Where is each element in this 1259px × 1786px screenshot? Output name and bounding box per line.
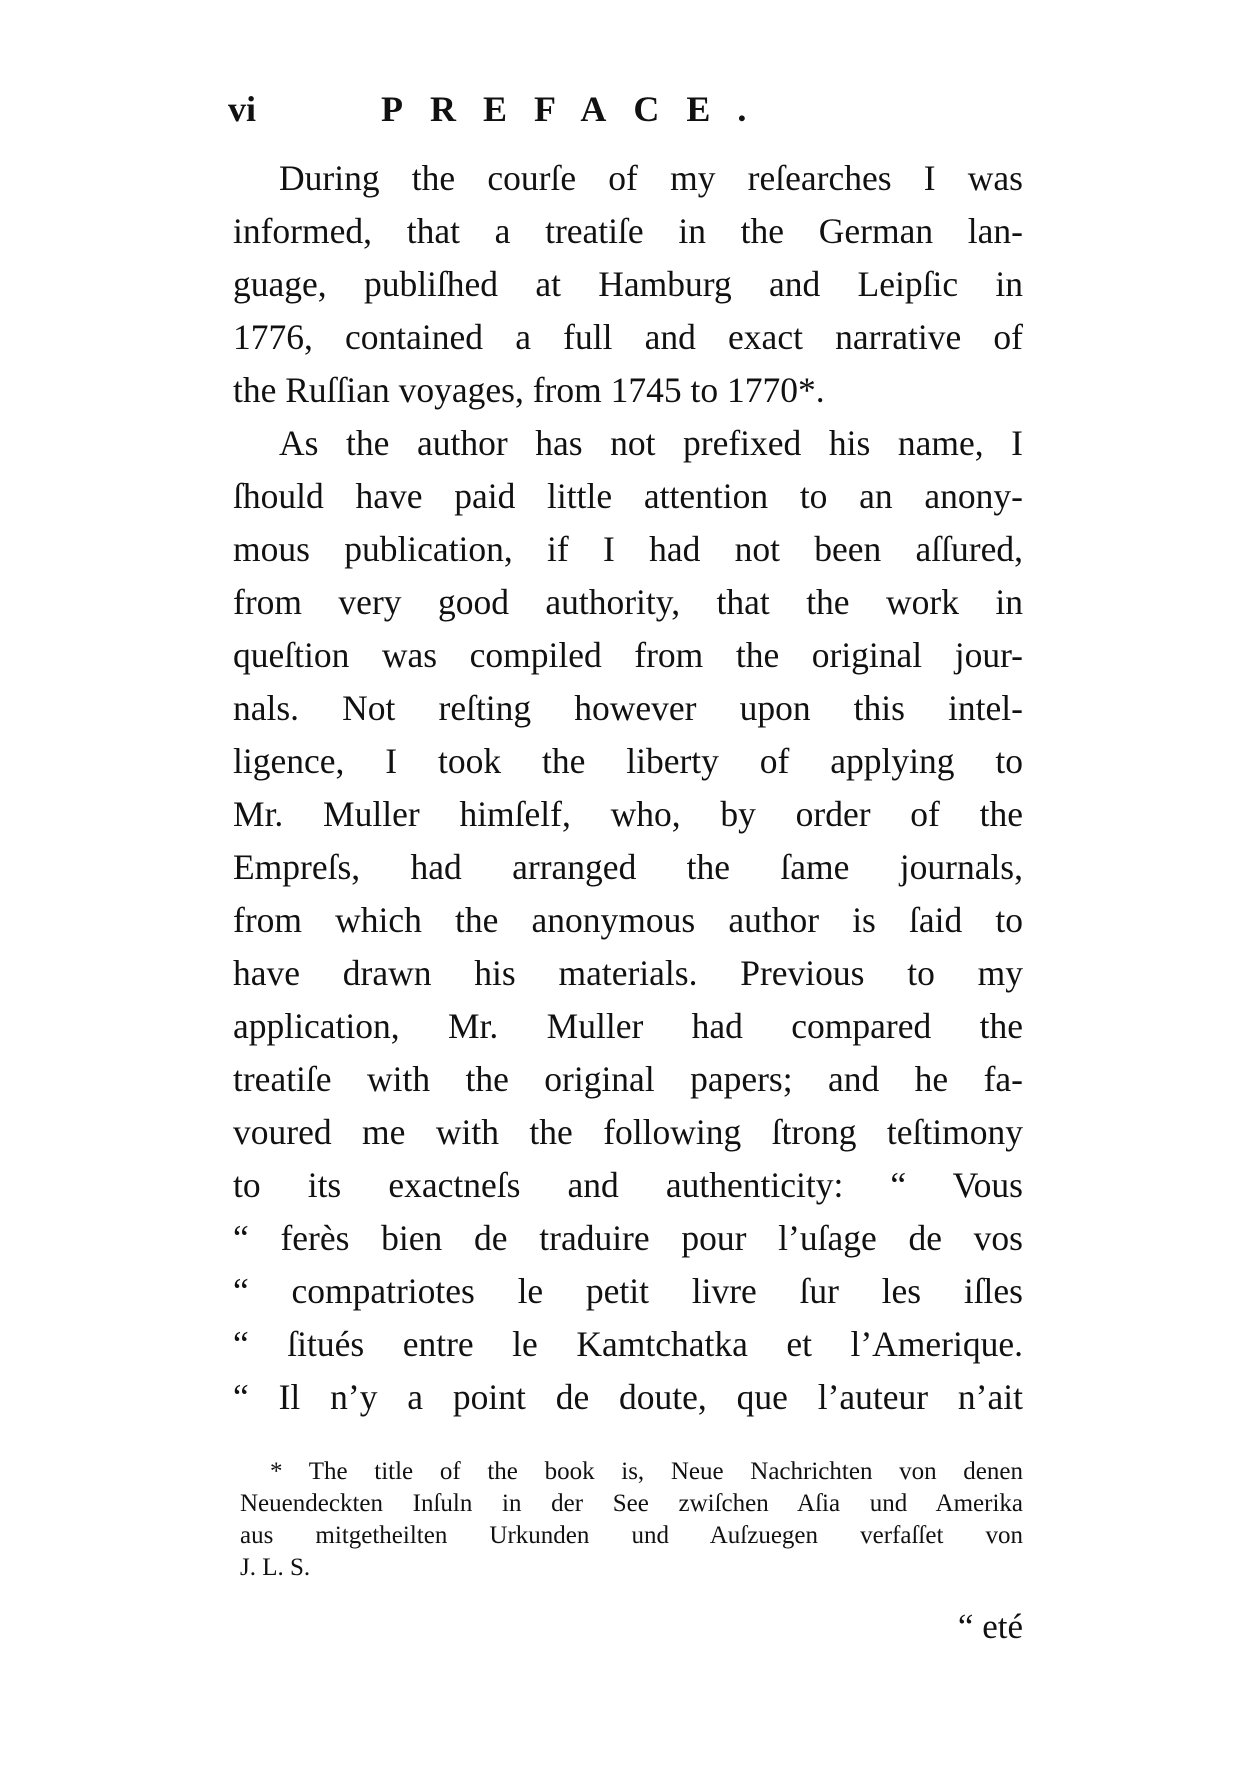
footnote-line: aus mitgetheilten Urkunden und Auſzuegen verfaſſet von <box>240 1522 1023 1549</box>
text-line: mous publication, if I had not been aſſured, <box>233 529 1023 569</box>
text-line: from which the anonymous author is ſaid to <box>233 900 1023 940</box>
body-text <box>233 152 1023 1424</box>
footnote-line: Neuendeckten Inſuln in der See zwiſchen Aſia und Amerika <box>240 1490 1023 1517</box>
text-line: 1776, contained a full and exact narrative of <box>233 317 1023 357</box>
footnote <box>240 1456 1023 1584</box>
text-line: During the courſe of my reſearches I was <box>279 158 1023 198</box>
text-line: As the author has not prefixed his name, I <box>279 423 1023 463</box>
text-line: have drawn his materials. Previous to my <box>233 953 1023 993</box>
text-line: from very good authority, that the work in <box>233 582 1023 622</box>
text-line: to its exactneſs and authenticity: “ Vous <box>233 1165 1023 1205</box>
text-line: treatiſe with the original papers; and he fa- <box>233 1059 1023 1099</box>
text-line: ligence, I took the liberty of applying to <box>233 741 1023 781</box>
text-line: “ compatriotes le petit livre ſur les iſles <box>233 1271 1023 1311</box>
page-header <box>228 88 1028 138</box>
catchword: “ eté <box>957 1607 1023 1646</box>
text-line: “ Il n’y a point de doute, que l’auteur n’ait <box>233 1377 1023 1417</box>
text-line: informed, that a treatiſe in the German lan- <box>233 211 1023 251</box>
text-line: guage, publiſhed at Hamburg and Leipſic in <box>233 264 1023 304</box>
text-line: the Ruſſian voyages, from 1745 to 1770*. <box>233 370 825 410</box>
text-line: nals. Not reſting however upon this intel- <box>233 688 1023 728</box>
text-line: Mr. Muller himſelf, who, by order of the <box>233 794 1023 834</box>
footnote-line: J. L. S. <box>240 1554 311 1581</box>
text-line: ſhould have paid little attention to an anony- <box>233 476 1023 516</box>
running-title: PREFACE. <box>381 89 774 129</box>
text-line: application, Mr. Muller had compared the <box>233 1006 1023 1046</box>
page-number: vi <box>228 89 257 129</box>
text-line: “ ferès bien de traduire pour l’uſage de vos <box>233 1218 1023 1258</box>
footnote-line: * The title of the book is, Neue Nachrichten von denen <box>270 1458 1023 1485</box>
text-line: queſtion was compiled from the original jour- <box>233 635 1023 675</box>
text-line: voured me with the following ſtrong teſtimony <box>233 1112 1023 1152</box>
text-line: Empreſs, had arranged the ſame journals, <box>233 847 1023 887</box>
text-line: “ ſitués entre le Kamtchatka et l’Amerique. <box>233 1324 1023 1364</box>
